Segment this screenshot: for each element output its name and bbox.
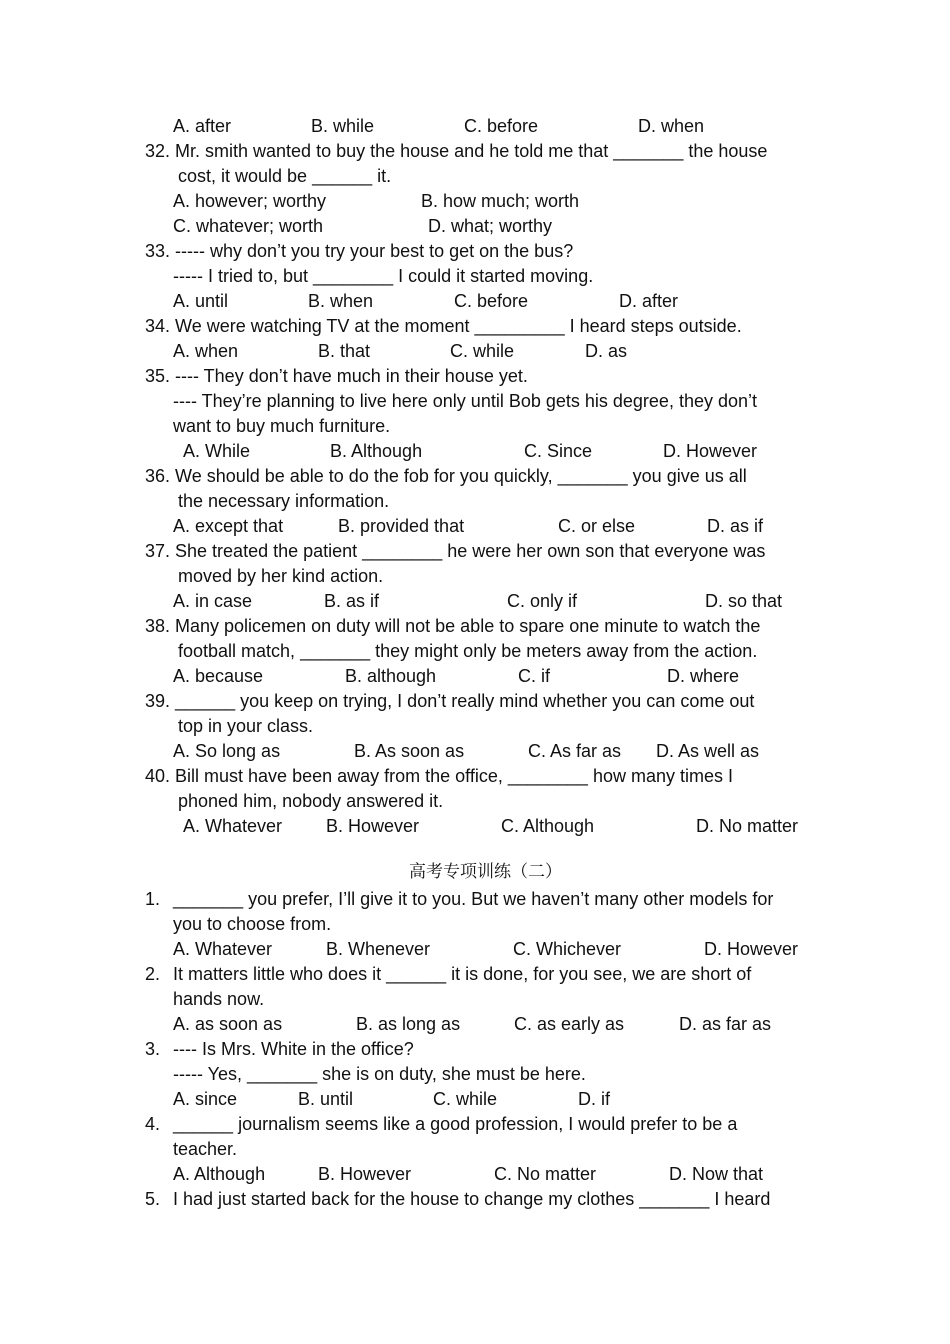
option-c: C. Since — [524, 441, 593, 461]
option-c: C. while — [433, 1089, 498, 1109]
question-text: cost, it would be ______ it. — [178, 166, 392, 186]
question-text: 40. Bill must have been away from the office, ________ how many times I — [145, 766, 733, 786]
option-c: C. while — [450, 341, 515, 361]
option-a: A. until — [173, 291, 229, 311]
question-text: the necessary information. — [178, 491, 390, 511]
question-text: 35. ---- They don’t have much in their house yet. — [145, 366, 528, 386]
option-a: A. because — [173, 666, 264, 686]
option-b: B. that — [318, 341, 371, 361]
question-text: 38. Many policemen on duty will not be able to spare one minute to watch the — [145, 616, 761, 636]
question-number: 1. — [145, 889, 161, 909]
option-c: C. No matter — [494, 1164, 597, 1184]
option-c: C. whatever; worth — [173, 216, 324, 236]
option-d: D. as — [585, 341, 628, 361]
option-c: C. before — [464, 116, 539, 136]
option-d: D. As well as — [656, 741, 760, 761]
option-d: D. what; worthy — [428, 216, 553, 236]
option-d: D. where — [667, 666, 740, 686]
option-b: B. Although — [330, 441, 423, 461]
option-d: D. as far as — [679, 1014, 772, 1034]
option-b: B. Whenever — [326, 939, 431, 959]
option-a: A. Whatever — [183, 816, 283, 836]
option-a: A. as soon as — [173, 1014, 283, 1034]
option-d: D. Now that — [669, 1164, 764, 1184]
question-text: ______ journalism seems like a good profession, I would prefer to be a — [173, 1114, 738, 1134]
question-number: 5. — [145, 1189, 161, 1209]
option-d: D. However — [663, 441, 758, 461]
option-b: B. as long as — [356, 1014, 461, 1034]
option-c: C. Whichever — [513, 939, 622, 959]
option-b: B. as if — [324, 591, 380, 611]
question-text: 39. ______ you keep on trying, I don’t really mind whether you can come out — [145, 691, 755, 711]
question-text: phoned him, nobody answered it. — [178, 791, 444, 811]
question-text: 32. Mr. smith wanted to buy the house and he told me that _______ the house — [145, 141, 768, 161]
option-d: D. as if — [707, 516, 764, 536]
question-text: 34. We were watching TV at the moment _________ I heard steps outside. — [145, 316, 742, 336]
option-a: A. since — [173, 1089, 238, 1109]
question-text: 36. We should be able to do the fob for you quickly, _______ you give us all — [145, 466, 747, 486]
option-d: D. so that — [705, 591, 783, 611]
option-a: A. in case — [173, 591, 253, 611]
question-text: you to choose from. — [173, 914, 332, 934]
option-c: C. As far as — [528, 741, 622, 761]
question-number: 3. — [145, 1039, 161, 1059]
question-text: _______ you prefer, I’ll give it to you. But we haven’t many other models for — [173, 889, 774, 909]
option-b: B. while — [311, 116, 375, 136]
question-text: football match, _______ they might only be meters away from the action. — [178, 641, 758, 661]
option-b: B. However — [326, 816, 420, 836]
option-a: A. Although — [173, 1164, 266, 1184]
question-text: I had just started back for the house to change my clothes _______ I heard — [173, 1189, 771, 1209]
option-a: A. after — [173, 116, 232, 136]
option-b: B. As soon as — [354, 741, 465, 761]
option-c: C. as early as — [514, 1014, 625, 1034]
option-d: D. if — [578, 1089, 611, 1109]
question-text: ----- I tried to, but ________ I could it started moving. — [173, 266, 594, 286]
option-b: B. when — [308, 291, 374, 311]
option-b: B. provided that — [338, 516, 465, 536]
option-d: D. when — [638, 116, 705, 136]
option-b: B. how much; worth — [421, 191, 580, 211]
question-number: 4. — [145, 1114, 161, 1134]
option-d: D. However — [704, 939, 799, 959]
question-text: ---- They’re planning to live here only until Bob gets his degree, they don’t — [173, 391, 757, 411]
option-b: B. although — [345, 666, 437, 686]
option-d: D. after — [619, 291, 679, 311]
option-a: A. when — [173, 341, 239, 361]
option-c: C. or else — [558, 516, 636, 536]
option-c: C. if — [518, 666, 551, 686]
option-c: C. before — [454, 291, 529, 311]
question-text: hands now. — [173, 989, 265, 1009]
option-b: B. until — [298, 1089, 354, 1109]
option-a: A. So long as — [173, 741, 281, 761]
question-number: 2. — [145, 964, 161, 984]
question-text: top in your class. — [178, 716, 314, 736]
question-text: It matters little who does it ______ it is done, for you see, we are short of — [173, 964, 752, 984]
option-c: C. Although — [501, 816, 595, 836]
question-text: ----- Yes, _______ she is on duty, she must be here. — [173, 1064, 586, 1084]
option-a: A. While — [183, 441, 251, 461]
question-text: 33. ----- why don’t you try your best to get on the bus? — [145, 241, 574, 261]
option-b: B. However — [318, 1164, 412, 1184]
question-text: want to buy much furniture. — [173, 416, 391, 436]
question-text: teacher. — [173, 1139, 238, 1159]
option-d: D. No matter — [696, 816, 799, 836]
question-text: 37. She treated the patient ________ he were her own son that everyone was — [145, 541, 766, 561]
question-text: ---- Is Mrs. White in the office? — [173, 1039, 414, 1059]
option-c: C. only if — [507, 591, 578, 611]
option-a: A. however; worthy — [173, 191, 327, 211]
option-a: A. except that — [173, 516, 284, 536]
section-title: 高考专项训练（二） — [409, 862, 562, 882]
option-a: A. Whatever — [173, 939, 273, 959]
question-text: moved by her kind action. — [178, 566, 384, 586]
